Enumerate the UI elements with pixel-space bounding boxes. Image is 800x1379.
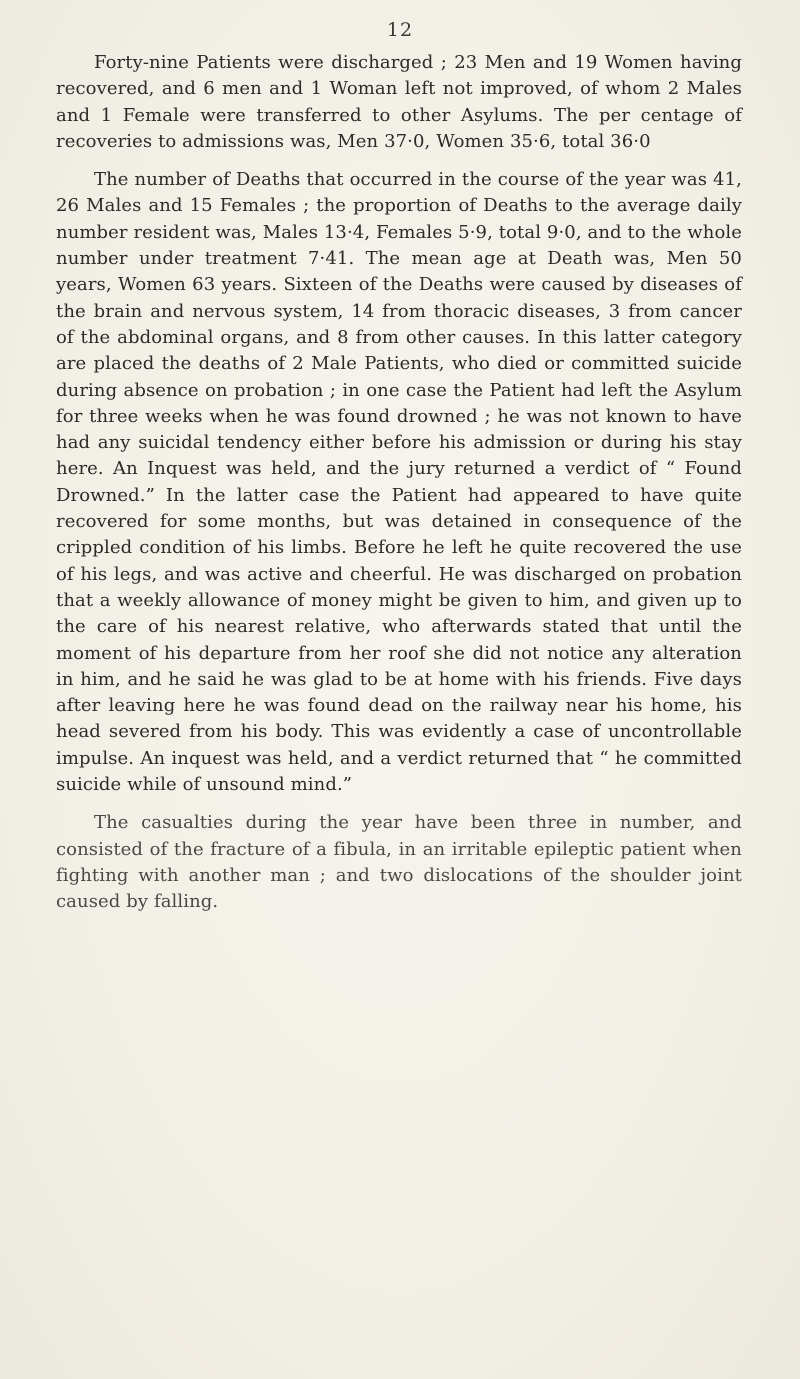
paragraph-discharges: Forty-nine Patients were discharged ; 23 Men and 19 Women having recovered, and 6 men and 1 Woman left not improved, of whom 2 Males and 1 Female were transferred to other Asylums. The per centage of recoveries to admissions was, Men 37·0, Women 35·6, total 36·0 [56,52,742,152]
body-text [56,50,742,928]
paragraph-deaths: The number of Deaths that occurred in the course of the year was 41, 26 Males and 15 Females ; the proportion of Deaths to the average daily number resident was, Males 13·4, Females 5·9, total 9·0, and to the whole number under treatment 7·41. The mean age at Death was, Men 50 years, Women 63 years. Sixteen of the Deaths were caused by diseases of the brain and nervous system, 14 from thoracic diseases, 3 from cancer of the abdominal organs, and 8 from other causes. In this latter category are placed the deaths of 2 Male Patients, who died or committed suicide during absence on probation ; in one case the Patient had left the Asylum for three weeks when he was found drowned ; he was not known to have had any suicidal tendency either before his admission or during his stay here. An Inquest was held, and the jury returned a verdict of “ Found Drowned.” In the latter case the Patient had appeared to have quite recovered for some months, but was detained in consequence of the crippled condition of his limbs. Before he left he quite recovered the use of his legs, and was active and cheerful. He was discharged on probation that a weekly allowance of money might be given to him, and given up to the care of his nearest relative, who afterwards stated that until the moment of his departure from her roof she did not notice any alteration in him, and he said he was glad to be at home with his friends. Five days after leaving here he was found dead on the railway near his home, his head severed from his body. This was evidently a case of uncontrollable impulse. An inquest was held, and a verdict returned that “ he committed suicide while of unsound mind.” [56,169,742,796]
page-number: 12 [386,19,414,41]
paragraph-casualties: The casualties during the year have been three in number, and consisted of the fracture of a fibula, in an irritable epileptic patient when fighting with another man ; and two dislocations of the shoulder joint caused by falling. [56,812,742,913]
